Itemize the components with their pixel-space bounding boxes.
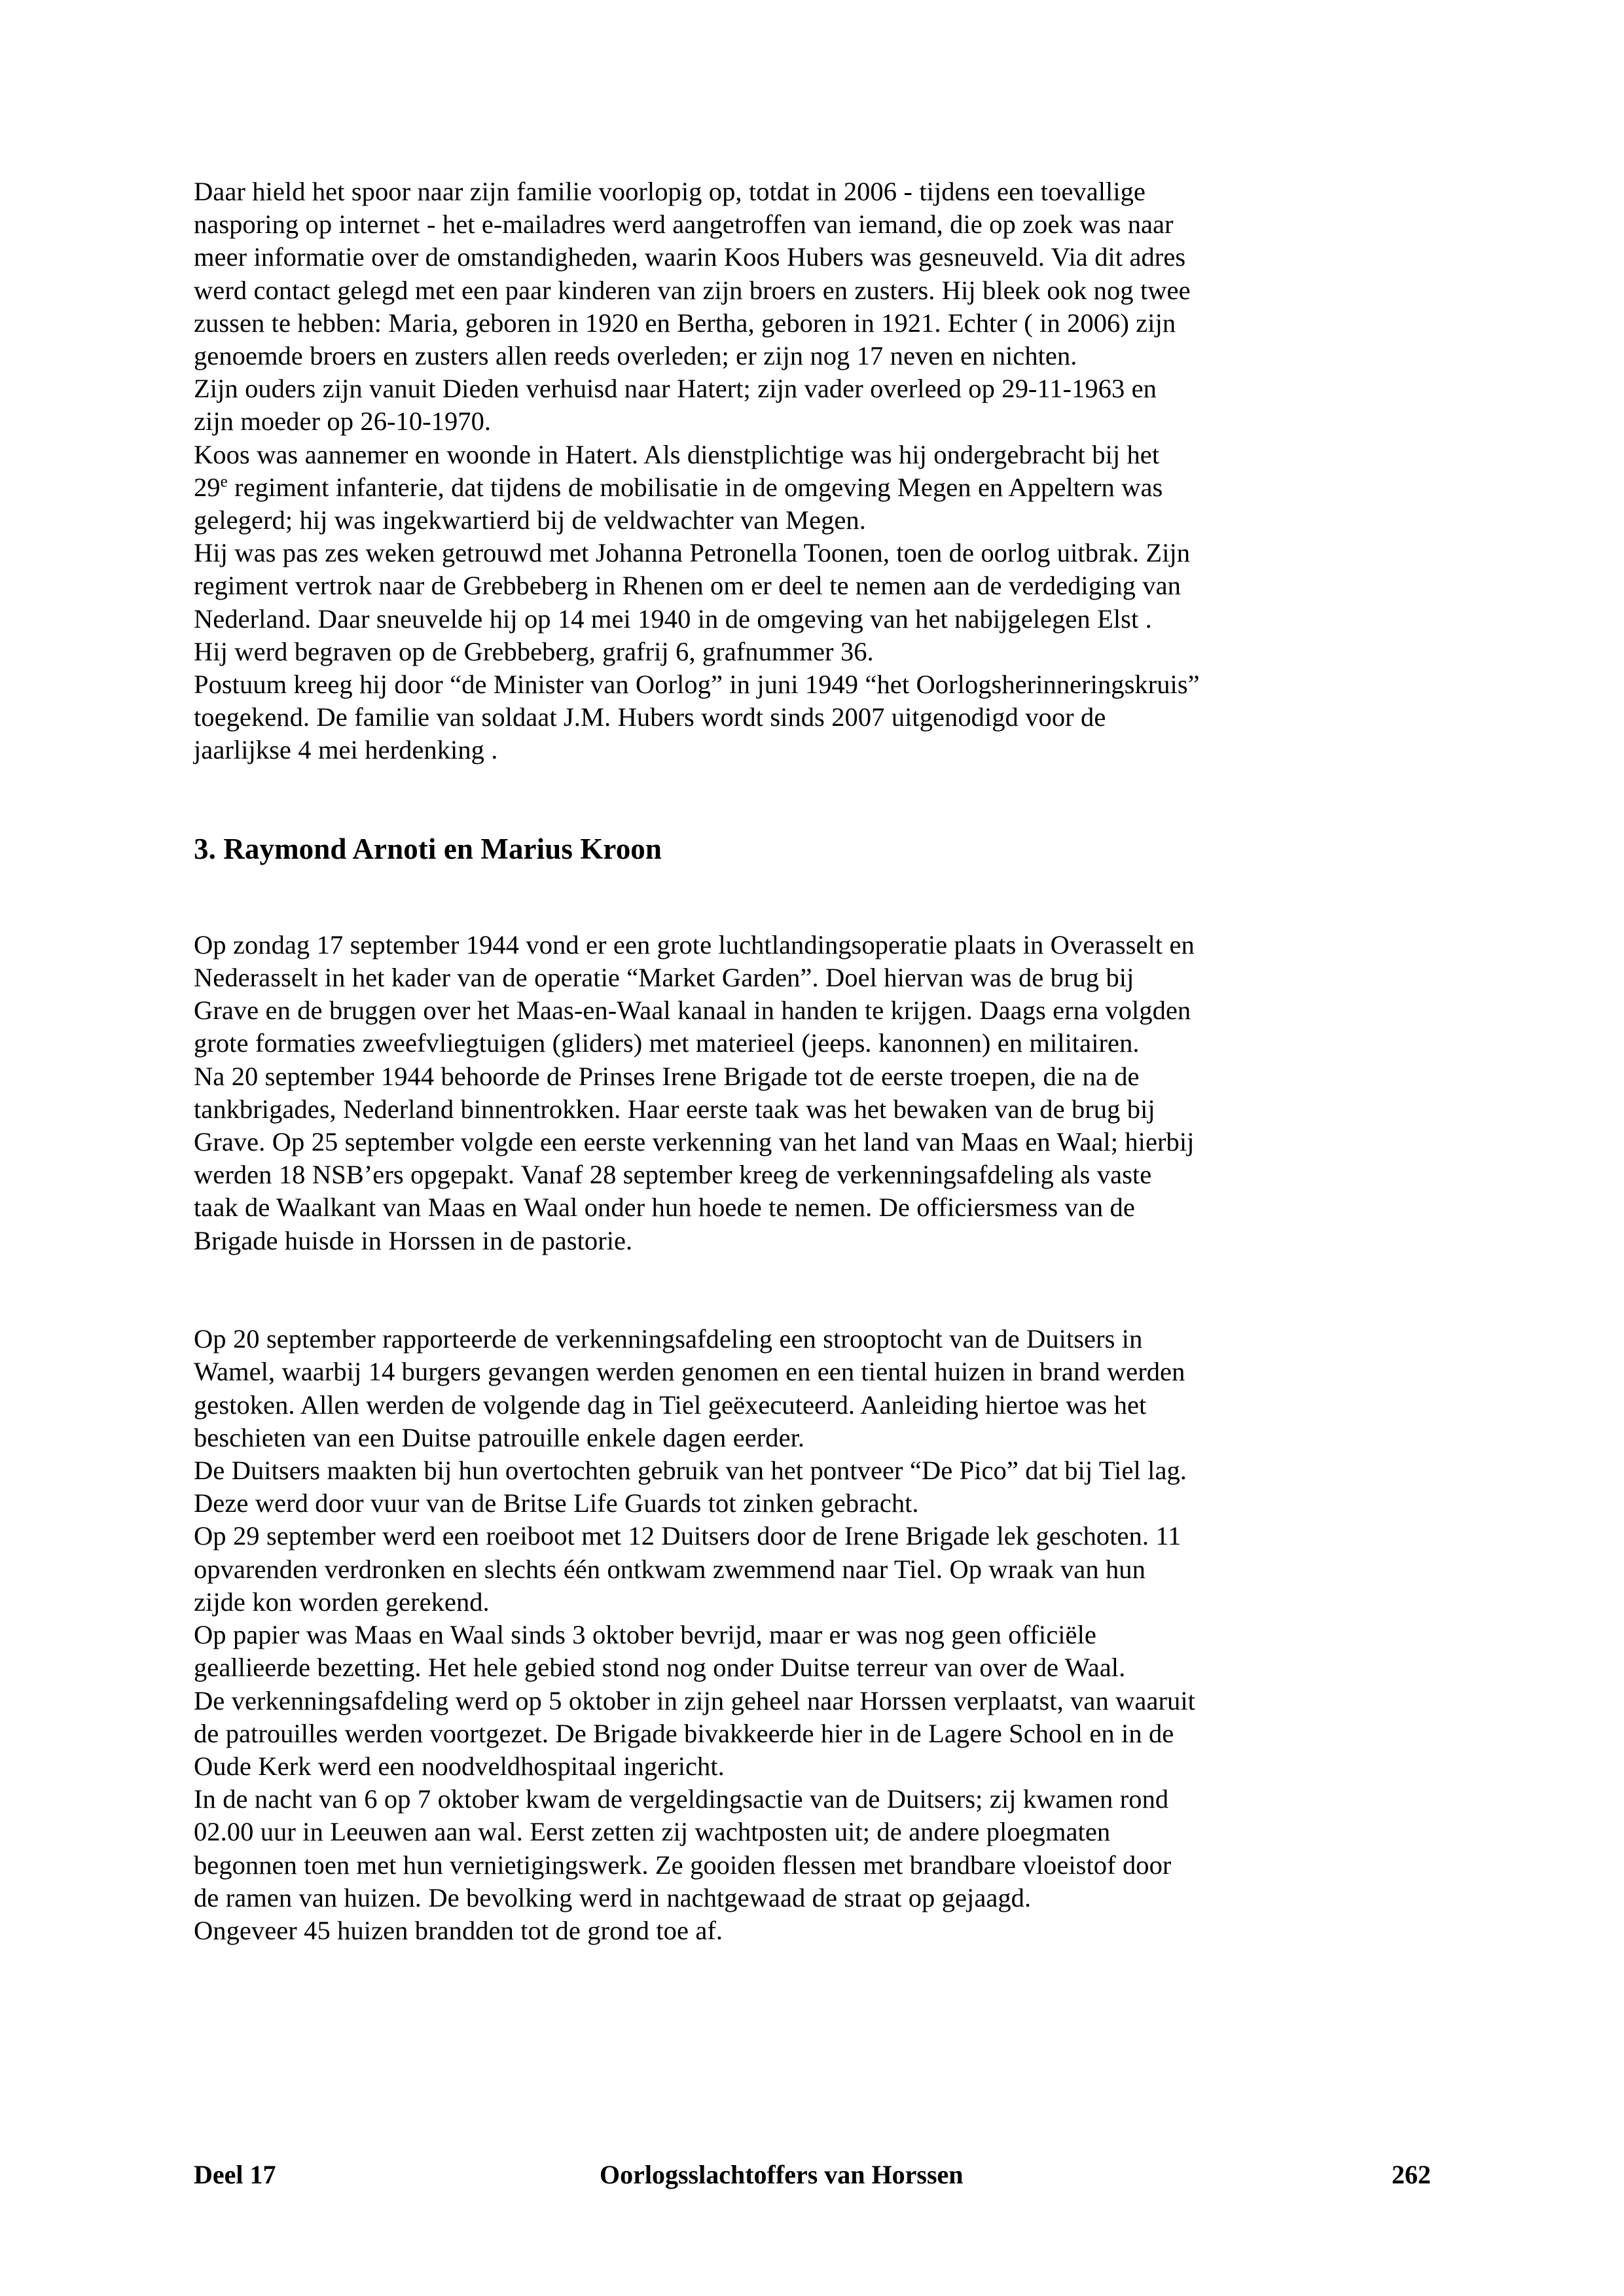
text-line: gelegerd; hij was ingekwartierd bij de veldwachter van Megen. (194, 505, 866, 535)
footer-title: Oorlogsslachtoffers van Horssen (600, 2160, 964, 2189)
text-line: tankbrigades, Nederland binnentrokken. Haar eerste taak was het bewaken van de brug bij (194, 1094, 1155, 1124)
text-line: grote formaties zweefvliegtuigen (gliders) met materieel (jeeps. kanonnen) en militairen. (194, 1028, 1140, 1058)
text-line: genoemde broers en zusters allen reeds overleden; er zijn nog 17 neven en nichten. (194, 341, 1077, 371)
regiment-rest: regiment infanterie, dat tijdens de mobilisatie in de omgeving Megen en Appeltern was (227, 472, 1163, 502)
text-line: De Duitsers maakten bij hun overtochten gebruik van het pontveer “De Pico” dat bij Tiel lag. (194, 1456, 1187, 1486)
text-line: nasporing op internet - het e-mailadres werd aangetroffen van iemand, die op zoek was naar (194, 209, 1174, 240)
text-line: opvarenden verdronken en slechts één ontkwam zwemmend naar Tiel. Op wraak van hun (194, 1554, 1146, 1584)
paragraph-block-3 (194, 1323, 1431, 1947)
text-line: Op 20 september rapporteerde de verkenningsafdeling een strooptocht van de Duitsers in (194, 1324, 1143, 1354)
text-line: begonnen toen met hun vernietigingswerk. Ze gooiden flessen met brandbare vloeistof door (194, 1850, 1172, 1880)
text-line: zijn moeder op 26-10-1970. (194, 406, 492, 437)
text-line: taak de Waalkant van Maas en Waal onder hun hoede te nemen. De officiersmess van de (194, 1193, 1135, 1223)
text-line: 02.00 uur in Leeuwen aan wal. Eerst zetten zij wachtposten uit; de andere ploegmaten (194, 1817, 1111, 1847)
regiment-number: 29 (194, 472, 221, 502)
text-line: Ongeveer 45 huizen brandden tot de grond toe af. (194, 1915, 723, 1945)
spacer-before-heading (194, 767, 1431, 833)
text-line: zussen te hebben: Maria, geboren in 1920 en Bertha, geboren in 1921. Echter ( in 2006) zijn (194, 308, 1176, 338)
text-line: De verkenningsafdeling werd op 5 oktober in zijn geheel naar Horssen verplaatst, van waaruit (194, 1685, 1195, 1715)
text-line: Hij werd begraven op de Grebbeberg, grafrij 6, grafnummer 36. (194, 636, 874, 666)
text-line: Brigade huisde in Horssen in de pastorie. (194, 1225, 633, 1255)
paragraph-spacer (194, 1290, 1431, 1323)
paragraph-spacer (194, 1257, 1431, 1290)
text-line: Deze werd door vuur van de Britse Life Guards tot zinken gebracht. (194, 1488, 919, 1518)
page-content (194, 175, 1431, 1947)
text-line: de ramen van huizen. De bevolking werd in nachtgewaad de straat op gejaagd. (194, 1882, 1032, 1912)
text-line: Op zondag 17 september 1944 vond er een grote luchtlandingsoperatie plaats in Overasselt en (194, 929, 1195, 960)
page-footer (194, 2159, 1431, 2191)
spacer-after-heading (194, 865, 1431, 929)
text-line: Grave. Op 25 september volgde een eerste verkenning van het land van Maas en Waal; hierbij (194, 1127, 1195, 1157)
paragraph-block-1 (194, 175, 1431, 767)
text-line: jaarlijkse 4 mei herdenking . (194, 735, 498, 765)
text-line: Op 29 september werd een roeiboot met 12 Duitsers door de Irene Brigade lek geschoten. 11 (194, 1521, 1182, 1551)
text-line: regiment vertrok naar de Grebbeberg in Rhenen om er deel te nemen aan de verdediging van (194, 571, 1181, 601)
text-line: Na 20 september 1944 behoorde de Prinses Irene Brigade tot de eerste troepen, die na de (194, 1061, 1140, 1091)
text-line: meer informatie over de omstandigheden, waarin Koos Hubers was gesneuveld. Via dit adres (194, 242, 1186, 272)
text-line: Hij was pas zes weken getrouwd met Johanna Petronella Toonen, toen de oorlog uitbrak. Zijn (194, 538, 1191, 568)
text-line: toegekend. De familie van soldaat J.M. Hubers wordt sinds 2007 uitgenodigd voor de (194, 702, 1106, 732)
section-heading: 3. Raymond Arnoti en Marius Kroon (194, 832, 662, 865)
text-line: Op papier was Maas en Waal sinds 3 oktober bevrijd, maar er was nog geen officiële (194, 1620, 1096, 1650)
text-line: Grave en de bruggen over het Maas-en-Waal kanaal in handen te krijgen. Daags erna volgden (194, 996, 1191, 1026)
text-line: beschieten van een Duitse patrouille enkele dagen eerder. (194, 1422, 805, 1452)
text-line: In de nacht van 6 op 7 oktober kwam de vergeldingsactie van de Duitsers; zij kwamen rond (194, 1784, 1169, 1814)
text-line-regiment (194, 471, 1431, 504)
text-line: gestoken. Allen werden de volgende dag in Tiel geëxecuteerd. Aanleiding hiertoe was het (194, 1390, 1147, 1420)
text-line: Postuum kreeg hij door “de Minister van Oorlog” in juni 1949 “het Oorlogsherinneringskruis” (194, 670, 1200, 700)
text-line: Wamel, waarbij 14 burgers gevangen werden genomen en een tiental huizen in brand werden (194, 1357, 1185, 1387)
text-line: Nederasselt in het kader van de operatie “Market Garden”. Doel hiervan was de brug bij (194, 963, 1134, 993)
footer-volume-label: Deel 17 (194, 2160, 276, 2189)
text-line: Zijn ouders zijn vanuit Dieden verhuisd naar Hatert; zijn vader overleed op 29-11-1963 en (194, 374, 1157, 404)
paragraph-block-2 (194, 929, 1431, 1257)
text-line: Nederland. Daar sneuvelde hij op 14 mei 1940 in de omgeving van het nabijgelegen Elst . (194, 603, 1152, 634)
text-line: zijde kon worden gerekend. (194, 1587, 490, 1617)
text-line: Koos was aannemer en woonde in Hatert. Als dienstplichtige was hij ondergebracht bij het (194, 439, 1160, 469)
text-line: de patrouilles werden voortgezet. De Brigade bivakkeerde hier in de Lagere School en in de (194, 1718, 1174, 1748)
text-line: werd contact gelegd met een paar kinderen van zijn broers en zusters. Hij bleek ook nog twee (194, 275, 1191, 305)
text-line: Daar hield het spoor naar zijn familie voorlopig op, totdat in 2006 - tijdens een toevallige (194, 177, 1146, 206)
text-line: werden 18 NSB’ers opgepakt. Vanaf 28 september kreeg de verkenningsafdeling als vaste (194, 1160, 1152, 1190)
text-line: Oude Kerk werd een noodveldhospitaal ingericht. (194, 1751, 725, 1781)
footer-page-number: 262 (1392, 2160, 1431, 2189)
ordinal-superscript: e (220, 473, 228, 491)
text-line: geallieerde bezetting. Het hele gebied stond nog onder Duitse terreur van over de Waal. (194, 1653, 1126, 1683)
